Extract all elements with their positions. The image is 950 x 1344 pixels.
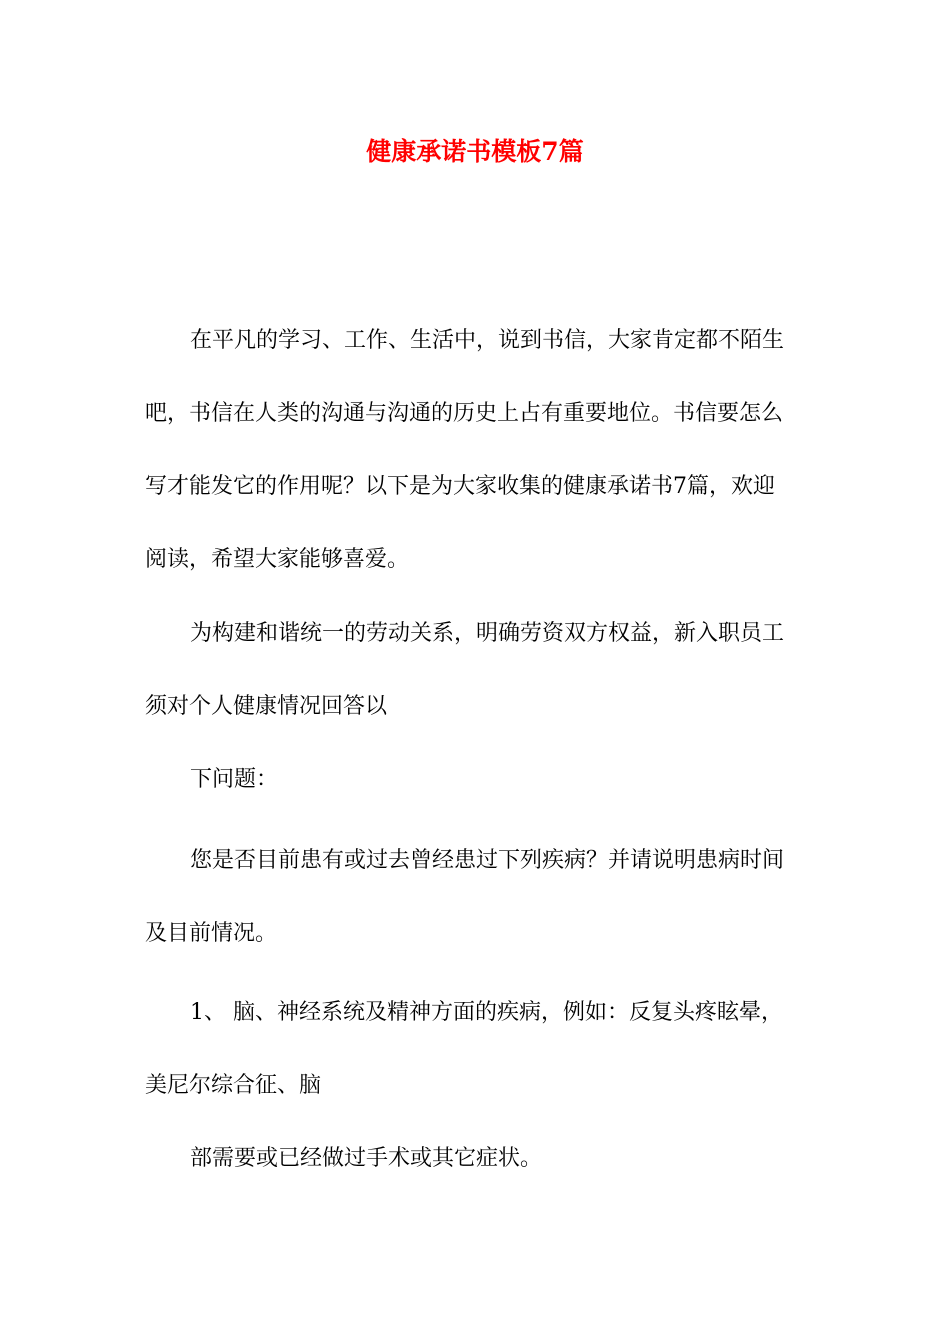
- paragraph-line: 您是否目前患有或过去曾经患过下列疾病？并请说明患病时间: [190, 848, 785, 873]
- list-item-line: 美尼尔综合征、脑: [145, 1073, 322, 1098]
- paragraph-line: 阅读，希望大家能够喜爱。: [145, 547, 410, 572]
- paragraph-line: 为构建和谐统一的劳动关系，明确劳资双方权益，新入职员工: [190, 621, 785, 646]
- paragraph-line: 吧，书信在人类的沟通与沟通的历史上占有重要地位。书信要怎么: [145, 401, 784, 426]
- paragraph-line: 部需要或已经做过手术或其它症状。: [190, 1146, 543, 1171]
- paragraph-line: 下问题：: [190, 767, 279, 792]
- paragraph-line: 须对个人健康情况回答以: [145, 694, 388, 719]
- paragraph-line: 及目前情况。: [145, 921, 278, 946]
- paragraph-line: 写才能发它的作用呢？以下是为大家收集的健康承诺书7篇，欢迎: [145, 474, 775, 499]
- document-title: 健康承诺书模板7篇: [366, 137, 584, 166]
- paragraph-line: 在平凡的学习、工作、生活中，说到书信，大家肯定都不陌生: [190, 328, 785, 353]
- list-item-line: 1、 脑、神经系统及精神方面的疾病，例如：反复头疼眩晕，: [190, 1000, 783, 1025]
